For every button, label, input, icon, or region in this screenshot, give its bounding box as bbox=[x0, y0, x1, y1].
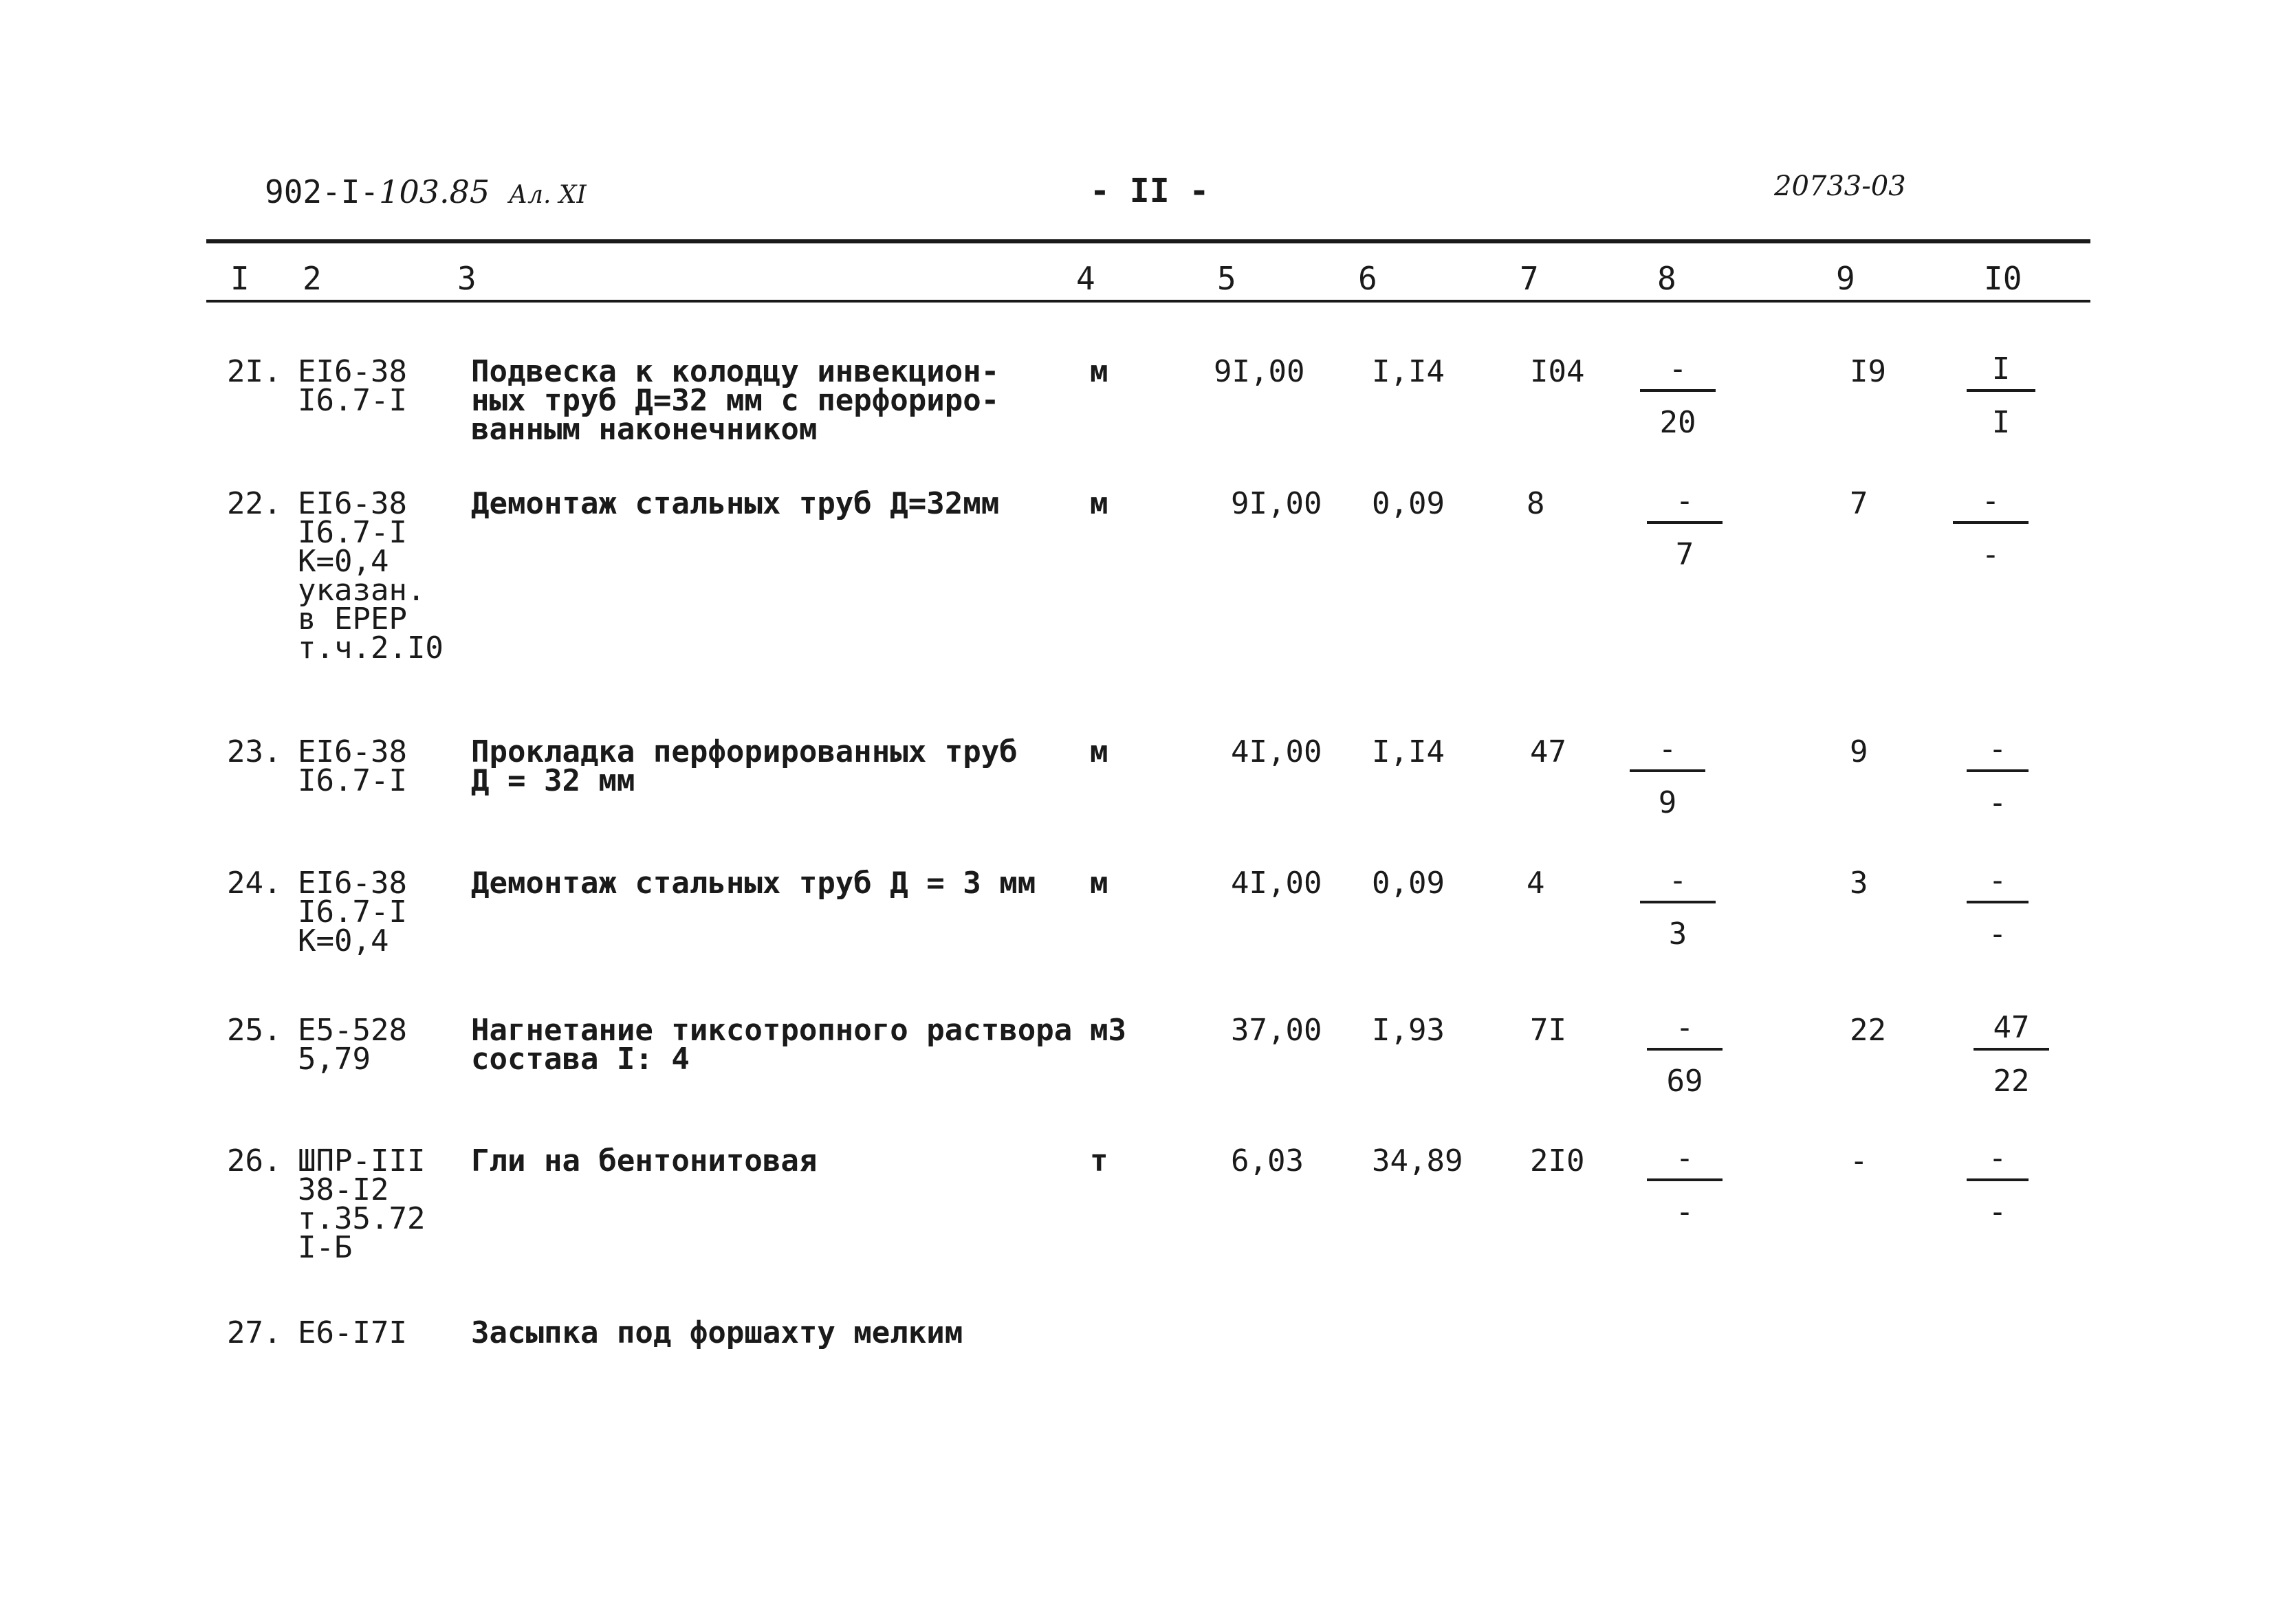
row-number: 2I. bbox=[227, 354, 282, 389]
norm-code-line: EI6-38 bbox=[298, 354, 407, 389]
fraction-bar bbox=[1967, 389, 2035, 392]
column-8-fraction bbox=[1630, 732, 1705, 820]
norm-code-line: К=0,4 bbox=[298, 544, 389, 579]
norm-code bbox=[298, 1143, 426, 1265]
column-10-fraction bbox=[1974, 1011, 2049, 1099]
description-line: Подвеска к колодцу инвекцион- bbox=[471, 354, 1000, 389]
total-cost: 4 bbox=[1527, 866, 1545, 901]
fraction-denominator: - bbox=[1981, 537, 2000, 572]
column-9-value: 9 bbox=[1850, 734, 1868, 769]
column-10-fraction bbox=[1967, 1141, 2029, 1229]
norm-code-line: т.35.72 bbox=[298, 1201, 426, 1236]
reference-number-handwritten: 20733-03 bbox=[1774, 171, 1906, 202]
quantity: 6,03 bbox=[1231, 1143, 1304, 1178]
fraction-denominator: 3 bbox=[1668, 917, 1687, 952]
description-line: Демонтаж стальных труб Д = 3 мм bbox=[471, 866, 1036, 901]
unit-price: 0,09 bbox=[1372, 486, 1445, 521]
fraction-denominator: - bbox=[1988, 785, 2007, 820]
column-number-7: 7 bbox=[1520, 260, 1539, 297]
fraction-denominator: 69 bbox=[1666, 1064, 1703, 1099]
column-10-fraction bbox=[1967, 864, 2029, 952]
norm-code-line: EI6-38 bbox=[298, 486, 407, 521]
fraction-denominator: 7 bbox=[1675, 537, 1694, 572]
column-8-fraction bbox=[1640, 864, 1716, 952]
norm-code bbox=[298, 1013, 407, 1077]
column-9-value: - bbox=[1850, 1143, 1868, 1178]
quantity: 4I,00 bbox=[1231, 866, 1322, 901]
work-description bbox=[471, 486, 1000, 521]
fraction-denominator: I bbox=[1991, 405, 2011, 440]
unit-price: I,I4 bbox=[1372, 734, 1445, 769]
document-code bbox=[265, 173, 587, 210]
fraction-denominator: - bbox=[1988, 917, 2007, 952]
norm-code-line: в ЕРЕР bbox=[298, 602, 407, 637]
unit: м bbox=[1090, 486, 1108, 521]
norm-code-line: I6.7-I bbox=[298, 383, 407, 418]
fraction-denominator: - bbox=[1675, 1194, 1694, 1229]
fraction-numerator: - bbox=[1981, 483, 2000, 518]
column-10-fraction bbox=[1953, 484, 2029, 572]
unit: т bbox=[1090, 1143, 1108, 1178]
column-9-value: I9 bbox=[1850, 354, 1886, 389]
column-10-fraction bbox=[1967, 732, 2029, 820]
column-number-8: 8 bbox=[1657, 260, 1676, 297]
fraction-bar bbox=[1630, 769, 1705, 772]
fraction-bar bbox=[1640, 901, 1716, 903]
fraction-denominator: 22 bbox=[1993, 1064, 2030, 1099]
fraction-numerator: - bbox=[1675, 483, 1694, 518]
description-line: ных труб Д=32 мм с перфориро- bbox=[471, 383, 1000, 418]
work-description bbox=[471, 354, 1000, 447]
description-line: Засыпка под форшахту мелким bbox=[471, 1315, 963, 1350]
norm-code-line: I6.7-I bbox=[298, 515, 407, 550]
unit: м bbox=[1090, 866, 1108, 901]
unit: м bbox=[1090, 734, 1108, 769]
top-rule bbox=[206, 239, 2090, 243]
column-9-value: 22 bbox=[1850, 1013, 1886, 1048]
column-number-4: 4 bbox=[1076, 260, 1095, 297]
fraction-numerator: - bbox=[1675, 1141, 1694, 1176]
column-10-fraction bbox=[1967, 352, 2035, 440]
norm-code-line: I6.7-I bbox=[298, 763, 407, 798]
work-description bbox=[471, 1013, 1073, 1077]
row-number: 23. bbox=[227, 734, 282, 769]
fraction-numerator: - bbox=[1658, 732, 1677, 767]
quantity: 9I,00 bbox=[1231, 486, 1322, 521]
row-number: 22. bbox=[227, 486, 282, 521]
fraction-bar bbox=[1640, 389, 1716, 392]
unit: м bbox=[1090, 354, 1108, 389]
unit-price: 0,09 bbox=[1372, 866, 1445, 901]
column-number-5: 5 bbox=[1217, 260, 1236, 297]
fraction-bar bbox=[1647, 521, 1723, 524]
fraction-bar bbox=[1967, 769, 2029, 772]
row-number: 24. bbox=[227, 866, 282, 901]
norm-code-line: EI6-38 bbox=[298, 866, 407, 901]
fraction-denominator: 20 bbox=[1659, 405, 1696, 440]
fraction-bar bbox=[1967, 901, 2029, 903]
norm-code-line: 38-I2 bbox=[298, 1172, 389, 1207]
norm-code bbox=[298, 354, 407, 418]
work-description bbox=[471, 1143, 818, 1178]
norm-code-line: E6-I7I bbox=[298, 1315, 407, 1350]
quantity: 37,00 bbox=[1231, 1013, 1322, 1048]
fraction-bar bbox=[1967, 1178, 2029, 1181]
total-cost: 2I0 bbox=[1530, 1143, 1585, 1178]
fraction-numerator: - bbox=[1675, 1010, 1694, 1045]
fraction-bar bbox=[1974, 1048, 2049, 1051]
unit-price: I,93 bbox=[1372, 1013, 1445, 1048]
document-code-printed: 902-I- bbox=[265, 173, 380, 210]
column-header-rule bbox=[206, 300, 2090, 303]
total-cost: 7I bbox=[1530, 1013, 1566, 1048]
norm-code-line: I6.7-I bbox=[298, 895, 407, 930]
column-8-fraction bbox=[1640, 352, 1716, 440]
norm-code-line: К=0,4 bbox=[298, 923, 389, 958]
column-9-value: 7 bbox=[1850, 486, 1868, 521]
fraction-numerator: I bbox=[1991, 351, 2011, 386]
quantity: 9I,00 bbox=[1214, 354, 1305, 389]
column-number-10: I0 bbox=[1984, 260, 2022, 297]
column-9-value: 3 bbox=[1850, 866, 1868, 901]
column-8-fraction bbox=[1647, 484, 1723, 572]
fraction-numerator: - bbox=[1988, 863, 2007, 898]
work-description bbox=[471, 866, 1036, 901]
total-cost: 47 bbox=[1530, 734, 1566, 769]
column-number-2: 2 bbox=[303, 260, 322, 297]
work-description bbox=[471, 734, 1018, 798]
total-cost: 8 bbox=[1527, 486, 1545, 521]
description-line: ванным наконечником bbox=[471, 412, 818, 447]
norm-code bbox=[298, 734, 407, 798]
description-line: состава I: 4 bbox=[471, 1042, 690, 1077]
norm-code-line: ШПР-III bbox=[298, 1143, 426, 1178]
column-number-3: 3 bbox=[457, 260, 477, 297]
page-number: - II - bbox=[1090, 172, 1210, 210]
fraction-bar bbox=[1953, 521, 2029, 524]
norm-code-line: EI6-38 bbox=[298, 734, 407, 769]
norm-code-line: I-Б bbox=[298, 1230, 353, 1265]
fraction-denominator: 9 bbox=[1658, 785, 1677, 820]
fraction-numerator: 47 bbox=[1993, 1010, 2030, 1045]
album-number-handwritten: Ал. XI bbox=[508, 181, 587, 209]
total-cost: I04 bbox=[1530, 354, 1585, 389]
norm-code-line: указан. bbox=[298, 573, 426, 608]
column-number-9: 9 bbox=[1836, 260, 1855, 297]
norm-code bbox=[298, 486, 444, 666]
fraction-bar bbox=[1647, 1048, 1723, 1051]
fraction-numerator: - bbox=[1668, 351, 1687, 386]
unit: м3 bbox=[1090, 1013, 1126, 1048]
fraction-numerator: - bbox=[1988, 732, 2007, 767]
norm-code-line: т.ч.2.I0 bbox=[298, 630, 444, 666]
description-line: Гли на бентонитовая bbox=[471, 1143, 818, 1178]
row-number: 25. bbox=[227, 1013, 282, 1048]
quantity: 4I,00 bbox=[1231, 734, 1322, 769]
fraction-denominator: - bbox=[1988, 1194, 2007, 1229]
description-line: Нагнетание тиксотропного раствора bbox=[471, 1013, 1073, 1048]
description-line: Демонтаж стальных труб Д=32мм bbox=[471, 486, 1000, 521]
document-code-handwritten: 103.85 bbox=[379, 173, 490, 210]
norm-code bbox=[298, 866, 407, 958]
row-number: 27. bbox=[227, 1315, 282, 1350]
unit-price: 34,89 bbox=[1372, 1143, 1463, 1178]
column-8-fraction bbox=[1647, 1011, 1723, 1099]
norm-code-line: 5,79 bbox=[298, 1042, 371, 1077]
fraction-bar bbox=[1647, 1178, 1723, 1181]
row-number: 26. bbox=[227, 1143, 282, 1178]
description-line: Д = 32 мм bbox=[471, 763, 635, 798]
column-number-6: 6 bbox=[1358, 260, 1377, 297]
unit-price: I,I4 bbox=[1372, 354, 1445, 389]
norm-code bbox=[298, 1315, 407, 1350]
description-line: Прокладка перфорированных труб bbox=[471, 734, 1018, 769]
norm-code-line: E5-528 bbox=[298, 1013, 407, 1048]
fraction-numerator: - bbox=[1668, 863, 1687, 898]
fraction-numerator: - bbox=[1988, 1141, 2007, 1176]
column-number-1: I bbox=[230, 260, 250, 297]
column-8-fraction bbox=[1647, 1141, 1723, 1229]
work-description bbox=[471, 1315, 963, 1350]
